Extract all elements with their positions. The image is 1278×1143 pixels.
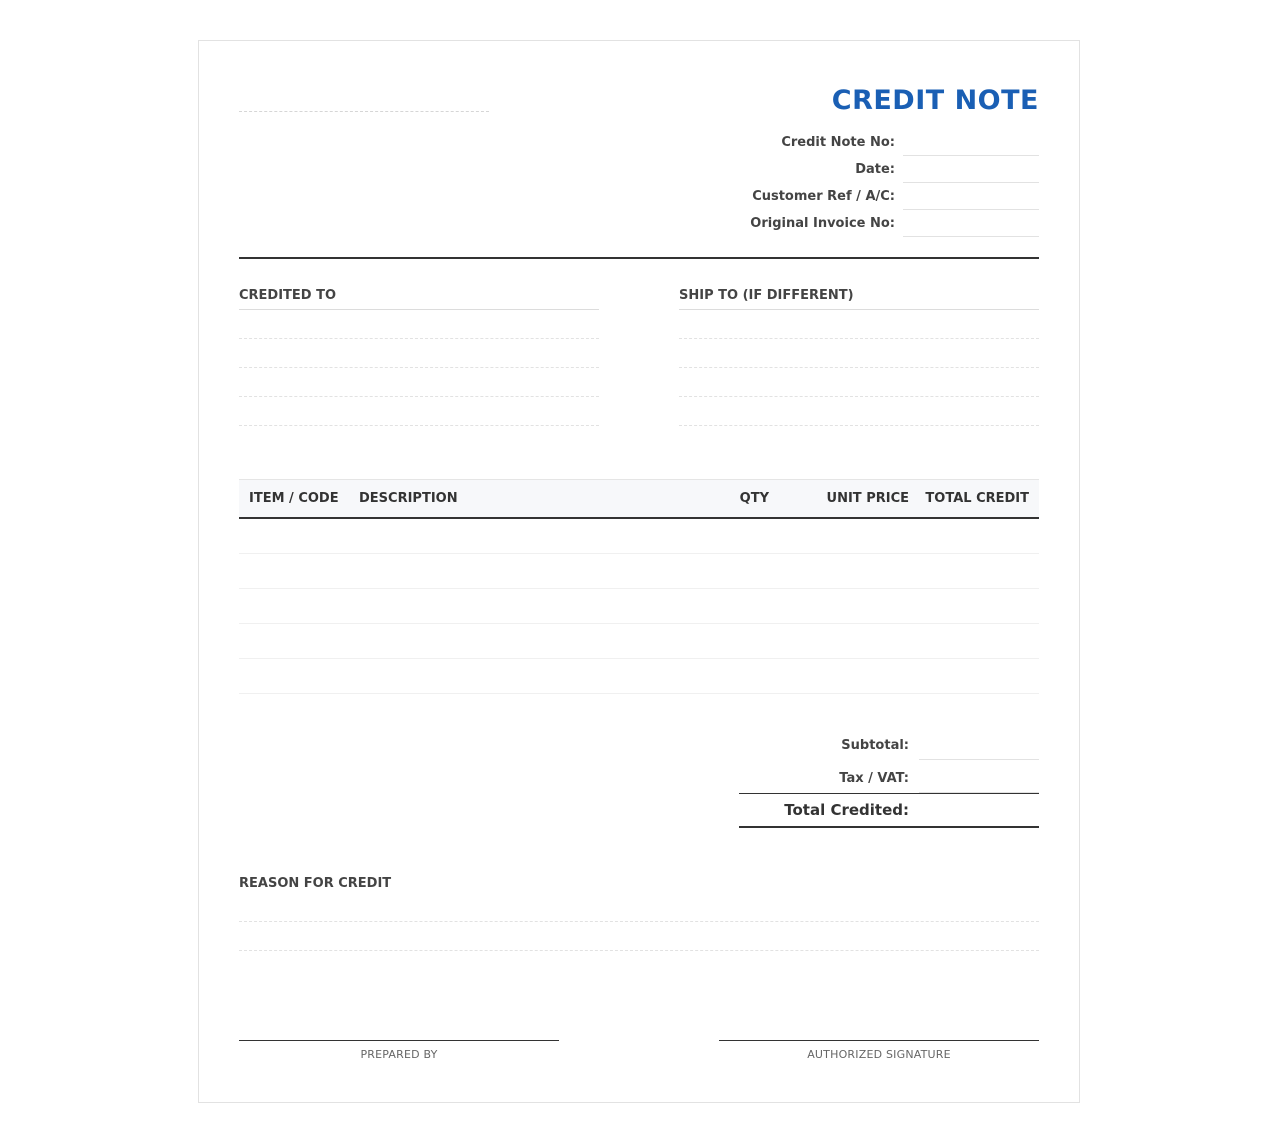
column-header-unit-price: UNIT PRICE: [826, 491, 909, 506]
customer-ref-label: Customer Ref / A/C:: [752, 189, 895, 204]
tax-label: Tax / VAT:: [839, 771, 909, 786]
credited-to-line[interactable]: [239, 368, 599, 397]
meta-row-credit-note-no: [639, 129, 1039, 156]
meta-row-customer-ref: [639, 183, 1039, 210]
items-table: [239, 479, 1039, 694]
table-row[interactable]: [239, 624, 1039, 659]
column-header-description: DESCRIPTION: [359, 491, 458, 506]
tax-field[interactable]: [919, 760, 1039, 793]
ship-to-title: SHIP TO (IF DIFFERENT): [679, 288, 1039, 310]
credited-to-line[interactable]: [239, 310, 599, 339]
customer-ref-field[interactable]: [903, 183, 1039, 210]
original-invoice-field[interactable]: [903, 210, 1039, 237]
credit-note-sheet: [198, 40, 1080, 1103]
credited-to-title: CREDITED TO: [239, 288, 599, 310]
table-row[interactable]: [239, 659, 1039, 694]
subtotal-label: Subtotal:: [841, 738, 909, 753]
total-credited-field[interactable]: [919, 794, 1039, 826]
prepared-by-signature: [239, 1040, 559, 1061]
header-divider: [239, 257, 1039, 259]
table-row[interactable]: [239, 519, 1039, 554]
credit-note-no-field[interactable]: [903, 129, 1039, 156]
table-row[interactable]: [239, 589, 1039, 624]
meta-row-original-invoice: [639, 210, 1039, 237]
column-header-qty: QTY: [739, 491, 769, 506]
logo-placeholder-line[interactable]: [239, 111, 489, 112]
total-credited-label: Total Credited:: [784, 801, 909, 819]
credited-to-line[interactable]: [239, 397, 599, 426]
ship-to-block: [679, 288, 1039, 426]
subtotal-field[interactable]: [919, 727, 1039, 760]
reason-line[interactable]: [239, 922, 1039, 951]
column-header-total-credit: TOTAL CREDIT: [925, 491, 1029, 506]
meta-row-date: [639, 156, 1039, 183]
authorized-signature-label: AUTHORIZED SIGNATURE: [807, 1048, 951, 1061]
document-title: CREDIT NOTE: [831, 85, 1039, 116]
date-label: Date:: [855, 162, 895, 177]
subtotal-row: [739, 727, 1039, 760]
credited-to-line[interactable]: [239, 339, 599, 368]
column-header-item-code: ITEM / CODE: [249, 491, 339, 506]
ship-to-line[interactable]: [679, 339, 1039, 368]
date-field[interactable]: [903, 156, 1039, 183]
meta-fields: [639, 129, 1039, 237]
ship-to-line[interactable]: [679, 397, 1039, 426]
items-table-header: [239, 479, 1039, 519]
ship-to-line[interactable]: [679, 368, 1039, 397]
table-row[interactable]: [239, 554, 1039, 589]
original-invoice-label: Original Invoice No:: [750, 216, 895, 231]
authorized-signature: [719, 1040, 1039, 1061]
tax-row: [739, 760, 1039, 793]
reason-block: [239, 876, 1039, 951]
reason-line[interactable]: [239, 893, 1039, 922]
totals-block: [739, 727, 1039, 828]
prepared-by-label: PREPARED BY: [360, 1048, 438, 1061]
credited-to-block: [239, 288, 599, 426]
reason-title: REASON FOR CREDIT: [239, 876, 392, 891]
credit-note-no-label: Credit Note No:: [781, 135, 895, 150]
ship-to-line[interactable]: [679, 310, 1039, 339]
total-credited-row: [739, 793, 1039, 828]
